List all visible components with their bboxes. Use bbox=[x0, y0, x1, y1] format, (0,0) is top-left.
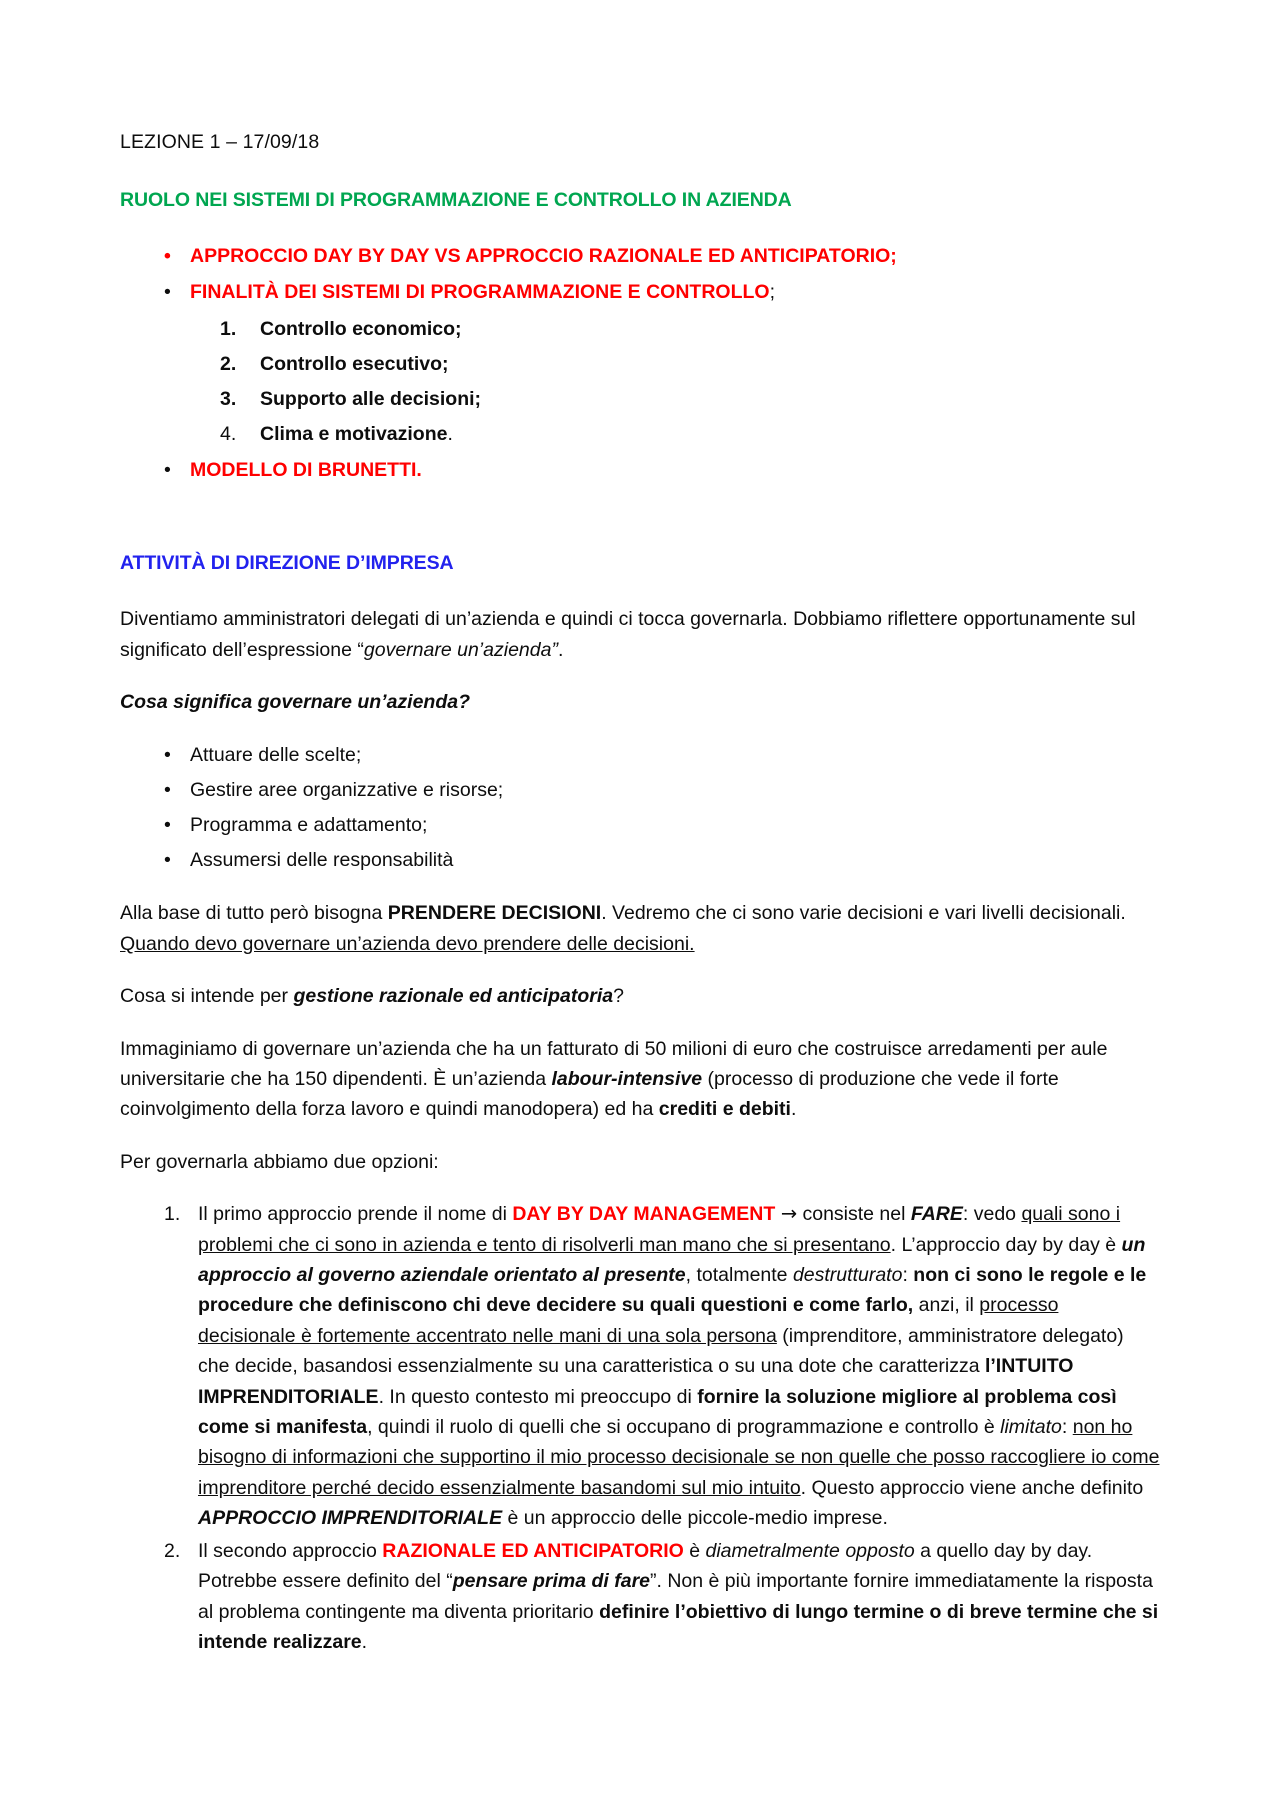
approach-item-1 bbox=[120, 1199, 1160, 1533]
para1-part1: Diventiamo amministratori delegati di un’azienda e quindi ci tocca governarla. Dobbiamo riflettere opportunamente sul significato dell’espressione bbox=[120, 608, 1136, 661]
approach-1-s8: : bbox=[902, 1264, 914, 1287]
governare-item-4-label: Assumersi delle responsabilità bbox=[190, 849, 454, 872]
approach-2-s4: . bbox=[656, 1570, 662, 1593]
approach-2-q2: ” bbox=[650, 1570, 657, 1593]
approach-2-s2: è bbox=[683, 1539, 706, 1562]
approach-1-s15: . bbox=[800, 1476, 807, 1499]
governare-bullet-list bbox=[120, 740, 1160, 877]
finalita-item-2 bbox=[120, 349, 1160, 379]
approach-1-approccio-imprenditoriale: APPROCCIO IMPRENDITORIALE bbox=[198, 1507, 503, 1530]
para1-quote-open: “ bbox=[357, 638, 364, 661]
bullet-icon: • bbox=[164, 814, 171, 836]
bullet-icon: • bbox=[164, 281, 171, 304]
finalita-item-4-period: . bbox=[447, 423, 453, 446]
approach-1-u2: processo decisionale è fortemente accentrato nelle mani di una sola persona bbox=[198, 1294, 1059, 1347]
bullet-icon: • bbox=[164, 743, 171, 766]
approach-2-pensare-prima-di-fare: pensare prima di fare bbox=[452, 1570, 650, 1593]
approach-1-s17: è un approccio delle piccole-medio imprese. bbox=[502, 1507, 888, 1530]
document-body bbox=[120, 128, 1160, 1657]
finalita-item-4-label: Clima e motivazione bbox=[260, 423, 448, 446]
governare-item-3-label: Programma e adattamento; bbox=[190, 814, 428, 836]
outline-bullet-2-semicolon: ; bbox=[769, 281, 775, 304]
finalita-item-1-number: 1. bbox=[220, 317, 237, 340]
approach-2-q1: “ bbox=[446, 1570, 453, 1593]
approach-1-s10: (imprenditore, amministratore delegato) che decide, basandosi essenzialmente su una caratteristica o su una dote che caratterizza bbox=[198, 1324, 1124, 1378]
approach-1-s9: anzi, il bbox=[913, 1294, 980, 1317]
approaches-list bbox=[120, 1199, 1160, 1657]
question-cosa-significa: Cosa significa governare un’azienda? bbox=[120, 691, 471, 714]
paragraph-due-opzioni: Per governarla abbiamo due opzioni: bbox=[120, 1150, 439, 1173]
approach-2-razionale-anticipatorio: RAZIONALE ED ANTICIPATORIO bbox=[382, 1539, 684, 1562]
finalita-item-1-label: Controllo economico; bbox=[260, 317, 462, 340]
approach-item-1-number: 1. bbox=[164, 1203, 181, 1226]
approach-1-bi2: un approccio al governo aziendale orientato al presente bbox=[198, 1233, 1146, 1287]
approach-2-diametralmente-opposto: diametralmente opposto bbox=[705, 1539, 915, 1562]
lesson-date-line: LEZIONE 1 – 17/09/18 bbox=[120, 131, 320, 153]
para1-quote-italic: governare un’azienda” bbox=[363, 638, 558, 661]
outline-bullet-list-2 bbox=[120, 455, 1160, 485]
approach-1-s12: In questo contesto mi preoccupo di bbox=[389, 1385, 698, 1408]
outline-bullet-item-2 bbox=[120, 277, 1160, 307]
bullet-icon: • bbox=[164, 245, 171, 268]
finalita-sub-list bbox=[120, 314, 1160, 450]
para2-part1: Alla base di tutto però bisogna bbox=[120, 902, 388, 925]
bullet-icon: • bbox=[164, 458, 171, 481]
approach-2-s3: a quello day by day. Potrebbe essere definito del bbox=[198, 1539, 1093, 1593]
approach-1-day-by-day-management: DAY BY DAY MANAGEMENT bbox=[512, 1203, 776, 1226]
approach-1-s14: : bbox=[1061, 1416, 1073, 1439]
paragraph-diventiamo bbox=[120, 604, 1160, 665]
list-item bbox=[120, 740, 1160, 771]
approach-1-s1: Il primo approccio prende il nome di bbox=[198, 1203, 513, 1226]
approach-1-destrutturato: destrutturato bbox=[792, 1264, 903, 1287]
approach-1-b3: fornire la soluzione migliore al problema così come si manifesta bbox=[198, 1385, 1117, 1439]
outline-bullet-list bbox=[120, 241, 1160, 307]
outline-bullet-2-label: FINALITÀ DEI SISTEMI DI PROGRAMMAZIONE E CONTROLLO bbox=[190, 281, 770, 304]
paragraph-immaginiamo bbox=[120, 1034, 1160, 1125]
approach-1-fare: FARE bbox=[910, 1203, 963, 1226]
approach-item-2 bbox=[120, 1536, 1160, 1658]
bullet-icon: • bbox=[164, 778, 171, 801]
section-heading-blue: ATTIVITÀ DI DIREZIONE D’IMPRESA bbox=[120, 551, 454, 574]
paragraph-gestione-razionale bbox=[120, 981, 1160, 1011]
para2-part2: . Vedremo che ci sono varie decisioni e vari livelli decisionali. bbox=[601, 902, 1126, 925]
approach-2-b1: definire l’obiettivo di lungo termine o di breve termine che si intende realizzare bbox=[198, 1600, 1159, 1653]
finalita-item-3-number: 3. bbox=[220, 388, 237, 411]
approach-1-b1: non ci sono le regole e le procedure che definiscono chi deve decidere su quali questioni e come farlo, bbox=[198, 1264, 1147, 1317]
approach-1-u1: quali sono i problemi che ci sono in azienda e tento di risolverli man mano che si presentano bbox=[198, 1203, 1121, 1256]
finalita-item-2-number: 2. bbox=[220, 352, 237, 375]
section-heading-green: RUOLO NEI SISTEMI DI PROGRAMMAZIONE E CONTROLLO IN AZIENDA bbox=[120, 188, 792, 211]
para4-part1: Immaginiamo di governare un’azienda che ha un fatturato di 50 milioni di euro che costruisce arredamenti per aule universitarie che ha 150 dipendenti. È un’azienda bbox=[120, 1037, 1108, 1090]
right-arrow-icon: → bbox=[780, 1202, 798, 1226]
para4-part2: (processo di produzione che vede il forte coinvolgimento della forza lavoro e quindi manodopera) ed ha bbox=[120, 1068, 1059, 1121]
para1-part2: . bbox=[557, 638, 564, 661]
para2-underlined: Quando devo governare un’azienda devo prendere delle decisioni. bbox=[120, 932, 695, 955]
governare-item-2-label: Gestire aree organizzative e risorse; bbox=[190, 778, 504, 801]
governare-item-1-label: Attuare delle scelte; bbox=[190, 743, 362, 766]
approach-1-s4: : vedo bbox=[962, 1203, 1022, 1226]
para3-bold-italic: gestione razionale ed anticipatoria bbox=[293, 985, 614, 1008]
para3-part2: ? bbox=[613, 985, 624, 1008]
finalita-item-3-label: Supporto alle decisioni; bbox=[260, 388, 482, 411]
list-item bbox=[120, 845, 1160, 876]
approach-1-s6: L’approccio day by day è bbox=[901, 1233, 1122, 1256]
bullet-icon: • bbox=[164, 849, 171, 872]
para2-bold-prendere-decisioni: PRENDERE DECISIONI bbox=[387, 902, 602, 925]
outline-bullet-item-1 bbox=[120, 241, 1160, 271]
approach-1-s7: , totalmente bbox=[685, 1264, 793, 1287]
finalita-item-2-label: Controllo esecutivo; bbox=[260, 352, 449, 375]
approach-1-u3: non ho bisogno di informazioni che supportino il mio processo decisionale se non quelle che posso raccogliere io come imprenditore perché decido essenzialmente basandomi sul mio intuito bbox=[198, 1416, 1160, 1499]
approach-1-s5: . bbox=[890, 1233, 897, 1256]
para3-part1: Cosa si intende per bbox=[120, 985, 294, 1008]
para4-crediti-debiti: crediti e debiti bbox=[658, 1098, 791, 1121]
finalita-item-1 bbox=[120, 314, 1160, 344]
finalita-item-4-number: 4. bbox=[220, 423, 237, 446]
approach-2-s5: Non è più importante fornire immediatamente la risposta al problema contingente ma diventa prioritario bbox=[198, 1570, 1153, 1623]
approach-1-s11: . bbox=[378, 1385, 384, 1408]
approach-1-limitato: limitato bbox=[1000, 1416, 1062, 1439]
approach-1-s13: , quindi il ruolo di quelli che si occupano di programmazione e controllo è bbox=[367, 1416, 1001, 1439]
list-item bbox=[120, 810, 1160, 841]
outline-bullet-1-label: APPROCCIO DAY BY DAY VS APPROCCIO RAZIONALE ED ANTICIPATORIO; bbox=[190, 245, 897, 268]
approach-1-intuito-imprenditoriale: l’INTUITO IMPRENDITORIALE bbox=[198, 1355, 1074, 1408]
approach-2-s1: Il secondo approccio bbox=[198, 1539, 383, 1562]
finalita-item-3 bbox=[120, 384, 1160, 414]
section-spacer bbox=[120, 491, 1160, 549]
approach-1-s16: Questo approccio viene anche definito bbox=[811, 1476, 1144, 1499]
approach-1-s3: consiste nel bbox=[797, 1203, 911, 1226]
outline-bullet-3-label: MODELLO DI BRUNETTI. bbox=[190, 458, 422, 481]
approach-2-s6: . bbox=[361, 1630, 368, 1653]
outline-bullet-item-3 bbox=[120, 455, 1160, 485]
list-item bbox=[120, 775, 1160, 806]
paragraph-prendere-decisioni bbox=[120, 898, 1160, 959]
approach-item-2-number: 2. bbox=[164, 1539, 181, 1562]
para4-part3: . bbox=[790, 1098, 797, 1121]
para4-labour-intensive: labour-intensive bbox=[551, 1068, 703, 1090]
finalita-item-4 bbox=[120, 419, 1160, 449]
